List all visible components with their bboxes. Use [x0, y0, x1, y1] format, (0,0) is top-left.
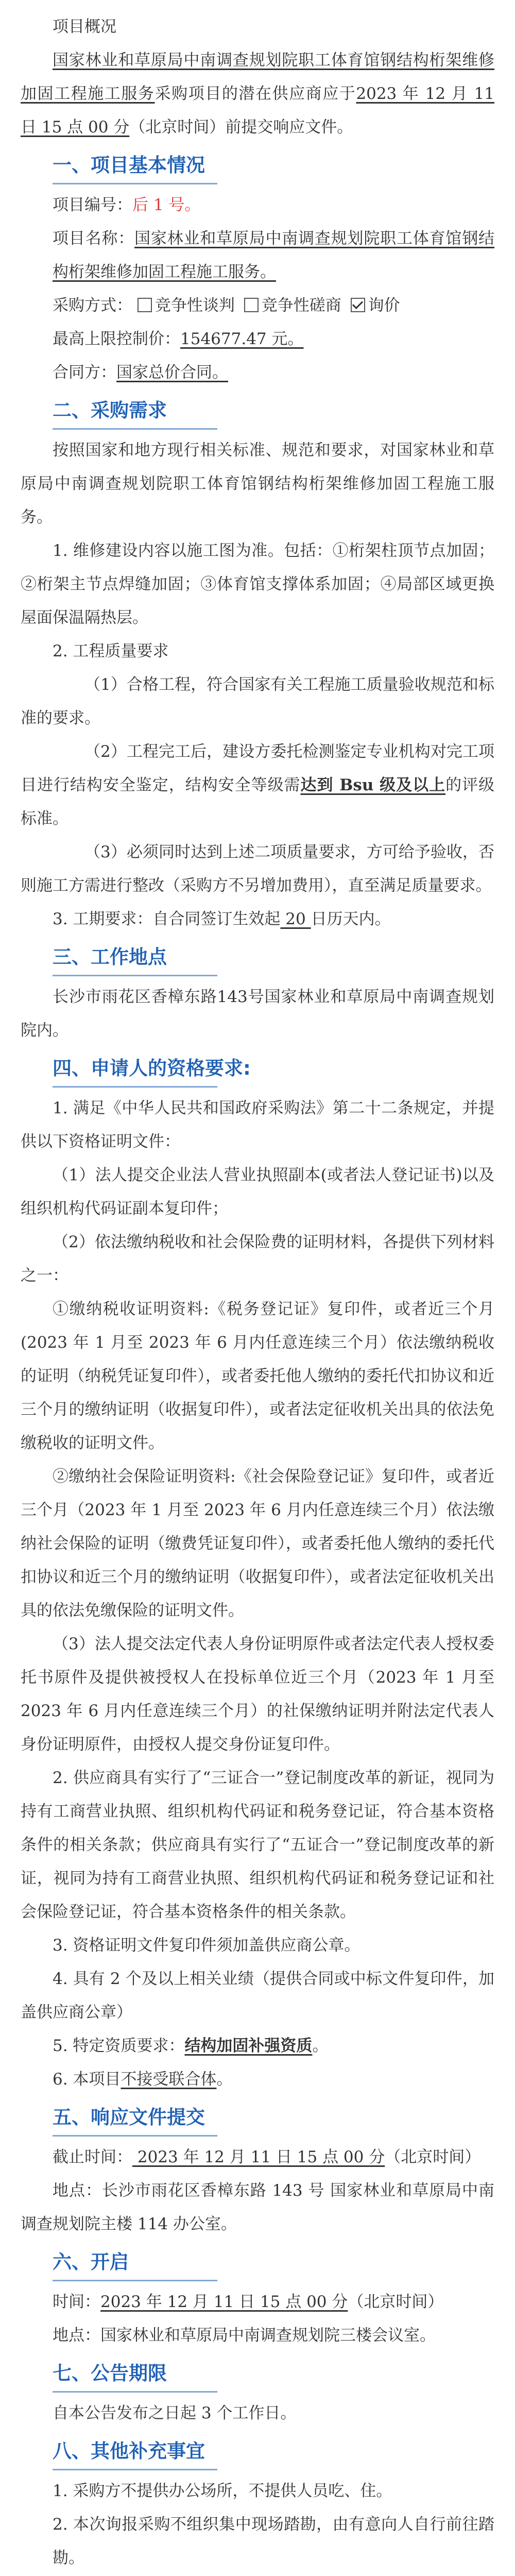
qual-1-1: （1）法人提交企业法人营业执照副本(或者法人登记证书)以及组织机构代码证副本复印件； — [21, 1166, 494, 1218]
section-1-heading: 一、项目基本情况 — [21, 151, 494, 179]
duration-days: 20 — [280, 910, 311, 928]
quality-2: （2）工程完工后，建设方委托检测鉴定专业机构对完工项目进行结构安全鉴定，结构安全等级需达到 Bsu 级及以上的评级标准。 — [21, 742, 495, 828]
quality-3: （3）必须同时达到上述二项质量要求，方可给予验收，否则施工方需进行整改（采购方不另增加费用），直至满足质量要求。 — [21, 843, 494, 895]
price-cap-value: 154677.47 元。 — [180, 330, 304, 348]
qual-2: 2. 供应商具有实行了“三证合一”登记制度改革的新证，视同为持有工商营业执照、组织机构代码证和税务登记证，符合基本资格条件的相关条款；供应商具有实行了“五证合一”登记制度改革的新证，视同为持有工商营业执照、组织机构代码证和税务登记证和社会保险登记证，符合基本资格条件的相关条款。 — [21, 1769, 494, 1921]
overview-title: 项目概况 — [53, 18, 116, 36]
qual-1: 1. 满足《中华人民共和国政府采购法》第二十二条规定，并提供以下资格证明文件： — [21, 1099, 494, 1151]
project-name: 项目名称：国家林业和草原局中南调查规划院职工体育馆钢结构桁架维修加固工程施工服务。 — [53, 229, 495, 281]
qual-5: 5. 特定资质要求：结构加固补强资质。 — [53, 2037, 329, 2055]
contract-type: 合同方：国家总价合同。 — [53, 363, 228, 382]
requirement-intro: 按照国家和地方现行相关标准、规范和要求，对国家林业和草原局中南调查规划院职工体育馆钢结构桁架维修加固工程施工服务。 — [21, 441, 494, 527]
other-2: 2. 本次询报采购不组织集中现场踏勘，由有意向人自行前往踏勘。 — [53, 2515, 494, 2567]
duration: 3. 工期要求：自合同签订生效起 20 日历天内。 — [53, 910, 391, 928]
qual-insurance: ②缴纳社会保险证明资料:《社会保险登记证》复印件，或者近三个月（2023 年 1 月至 2023 年 6 月内任意连续三个月）依法缴纳社会保险的证明（缴费凭证复印件），或者委托他人缴纳的委托代扣协议和近三个月的缴纳证明（收据复印件），或者法定征收机关出具的依法免缴保险的证明文件。 — [21, 1467, 494, 1620]
section-3-heading: 三、工作地点 — [21, 943, 494, 971]
quality-1: （1）合格工程，符合国家有关工程施工质量验收规范和标准的要求。 — [21, 675, 494, 727]
project-number-value: 后 1 号。 — [132, 196, 201, 214]
other-1: 1. 采购方不提供办公场所，不提供人员吃、住。 — [53, 2482, 392, 2500]
overview-intro-date: 2023 年 12 月 11 日 15 点 00 分 — [21, 84, 495, 137]
submission-deadline-value: 2023 年 12 月 11 日 15 点 00 分 — [132, 2148, 385, 2166]
checkbox-consultation — [244, 298, 259, 312]
checkbox-inquiry — [351, 298, 365, 312]
project-name-value: 国家林业和草原局中南调查规划院职工体育馆钢结构桁架维修加固工程施工服务。 — [53, 229, 495, 281]
overview-intro-post: （北京时间）前提交响应文件。 — [129, 118, 353, 137]
contract-type-value: 国家总价合同。 — [116, 363, 228, 382]
qual-1-3: （3）法人提交法定代表人身份证明原件或者法定代表人授权委托书原件及提供被授权人在投标单位近三个月（2023 年 1 月至 2023 年 6 月内任意连续三个月）的社保缴纳证明并附法定代表人身份证明原件，由授权人提交身份证复印件。 — [21, 1635, 494, 1754]
section-7-heading: 七、公告期限 — [21, 2360, 494, 2387]
overview-intro — [21, 44, 494, 144]
procurement-method: 采购方式： 竞争性谈判 竞争性磋商 询价 — [53, 296, 400, 315]
price-cap: 最高上限控制价：154677.47 元。 — [53, 330, 304, 348]
section-5-heading: 五、响应文件提交 — [21, 2104, 494, 2131]
qual-4: 4. 具有 2 个及以上相关业绩（提供合同或中标文件复印件，加盖供应商公章） — [21, 1970, 494, 2022]
qual-tax: ①缴纳税收证明资料:《税务登记证》复印件，或者近三个月(2023 年 1 月至 2023 年 6 月内任意连续三个月）依法缴纳税收的证明（纳税凭证复印件），或者委托他人缴纳的委托代扣协议和近三个月的缴纳证明（收据复印件），或者法定征收机关出具的依法免缴税收的证明文件。 — [21, 1300, 494, 1452]
opening-time-value: 2023 年 12 月 11 日 15 点 00 分 — [100, 2293, 348, 2311]
safety-grade: 达到 Bsu 级及以上 — [300, 776, 446, 794]
checkbox-negotiation — [138, 298, 152, 312]
submission-deadline: 截止时间： 2023 年 12 月 11 日 15 点 00 分（北京时间） — [53, 2148, 481, 2166]
quality-title: 2. 工程质量要求 — [53, 642, 169, 660]
project-number: 项目编号：后 1 号。 — [53, 196, 201, 214]
submission-location: 地点：长沙市雨花区香樟东路 143 号 国家林业和草原局中南调查规划院主楼 114 办公室。 — [21, 2181, 494, 2233]
requirement-scope: 1. 维修建设内容以施工图为准。包括：①桁架柱顶节点加固；②桁架主节点焊缝加固；③体育馆支撑体系加固；④局部区域更换屋面保温隔热层。 — [21, 541, 494, 627]
work-location: 长沙市雨花区香樟东路143号国家林业和草原局中南调查规划院内。 — [21, 988, 494, 1040]
section-4-heading: 四、申请人的资格要求: — [21, 1055, 494, 1082]
section-6-heading: 六、开启 — [21, 2248, 494, 2276]
qual-1-2: （2）依法缴纳税收和社会保险费的证明材料，各提供下列材料之一： — [21, 1233, 494, 1285]
section-2-heading: 二、采购需求 — [21, 397, 494, 425]
notice-period: 自本公告发布之日起 3 个工作日。 — [53, 2404, 297, 2422]
no-consortium: 不接受联合体 — [121, 2070, 217, 2089]
qual-6: 6. 本项目不接受联合体。 — [53, 2070, 233, 2089]
opening-location: 地点：国家林业和草原局中南调查规划院三楼会议室。 — [53, 2326, 436, 2345]
opening-time: 时间：2023 年 12 月 11 日 15 点 00 分（北京时间） — [53, 2293, 444, 2311]
qual-3: 3. 资格证明文件复印件须加盖供应商公章。 — [53, 1936, 360, 1955]
section-8-heading: 八、其他补充事宜 — [21, 2437, 494, 2465]
special-qualification: 结构加固补强资质 — [184, 2037, 313, 2055]
overview-intro-mid: 采购项目的潜在供应商应于 — [154, 84, 356, 103]
overview-intro-project: 国家林业和草原局中南调查规划院职工体育馆钢结构桁架维修加固工程施工服务 — [21, 51, 494, 103]
